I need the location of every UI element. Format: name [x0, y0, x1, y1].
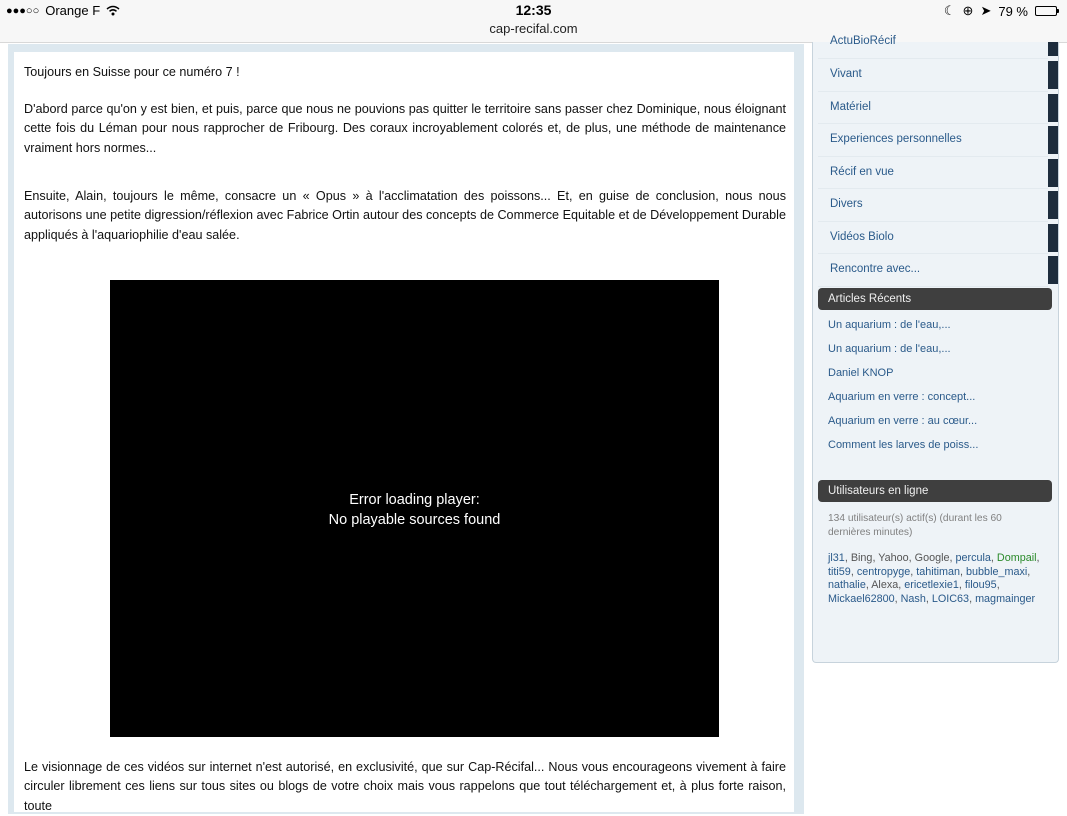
location-icon: ➤ — [980, 3, 992, 18]
article-paragraph-3: Ensuite, Alain, toujours le même, consacre un « Opus » à l'acclimatation des poissons... Et, en guise de conclusion, nous nous autorisons une petite digression/réflexion avec Fabrice Ortin autour des concepts de Commerce Equitable et de Développement Durable appliqués à l'aquariophilie d'eau salée. — [24, 189, 786, 242]
recent-article-link[interactable]: Comment les larves de poiss... — [828, 439, 979, 451]
article-paragraph-1: Toujours en Suisse pour ce numéro 7 ! — [24, 65, 240, 79]
online-user-name[interactable]: jl31 — [828, 552, 845, 564]
recent-articles-header: Articles Récents — [818, 288, 1052, 310]
battery-percent: 79 % — [998, 3, 1028, 19]
category-marker — [1048, 256, 1058, 284]
online-user-name: Bing — [850, 552, 873, 564]
recent-article-link[interactable]: Un aquarium : de l'eau,... — [828, 343, 951, 355]
category-label: Récif en vue — [830, 165, 894, 178]
category-item[interactable] — [818, 254, 1048, 287]
online-user-name[interactable]: Dompail — [996, 552, 1037, 564]
online-user-name[interactable]: titi59 — [828, 565, 851, 578]
category-label: Matériel — [830, 100, 871, 113]
ios-status-bar — [0, 0, 1067, 43]
video-error-line-2: No playable sources found — [328, 512, 501, 528]
category-label: Vidéos Biolo — [830, 230, 894, 243]
clock: 12:35 — [515, 2, 552, 18]
article-paragraph-2: D'abord parce qu'on y est bien, et puis, parce que nous ne pouvions pas quitter le territoire sans passer chez Dominique, nous éloignant cette fois du Léman pour nous rapprocher de Fribourg. Des coraux incroyablement colorés et, de plus, une méthode de maintenance vraiment hors normes... — [24, 102, 786, 155]
online-user-name[interactable]: nathalie — [828, 579, 866, 591]
recent-article-link[interactable]: Daniel KNOP — [828, 367, 894, 379]
online-user-name[interactable]: percula — [955, 552, 991, 564]
online-user-name[interactable]: filou95 — [964, 579, 997, 591]
recent-article-link[interactable]: Aquarium en verre : au cœur... — [828, 415, 978, 427]
recent-article-link[interactable]: Un aquarium : de l'eau,... — [828, 319, 951, 331]
sidebar — [812, 35, 1059, 663]
category-item[interactable] — [818, 92, 1048, 125]
video-error-message — [110, 490, 719, 530]
online-user-name[interactable]: ericetlexie1 — [904, 579, 959, 591]
online-users-list: jl31, Bing, Yahoo, Google, percula, Dompail, titi59, centropyge, tahitiman, bubble_maxi, nathalie, Alexa, ericetlexie1, filou95, Mickael62800, Nash, LOIC63, magmainger — [828, 552, 1040, 605]
category-label: Divers — [830, 198, 863, 210]
online-user-name[interactable]: Nash — [900, 592, 926, 605]
moon-icon: ☾ — [943, 3, 956, 18]
article-paragraph-4: Le visionnage de ces vidéos sur internet n'est autorisé, en exclusivité, que sur Cap-Récifal... Nous vous encourageons vivement à faire circuler librement ces liens sur tous sites ou blogs de votre choix mais vous rappelons que tout téléchargement et, à plus forte raison, toute — [24, 760, 786, 813]
category-label: Experiences personnelles — [830, 133, 962, 145]
signal-strength-icon: ●●●○○ — [6, 4, 40, 17]
video-error-line-1: Error loading player: — [349, 492, 480, 508]
category-marker — [1048, 94, 1058, 122]
category-label: Rencontre avec... — [830, 263, 921, 275]
category-marker — [1048, 191, 1058, 219]
online-user-name[interactable]: centropyge — [856, 565, 911, 578]
online-user-name[interactable]: LOIC63 — [931, 592, 970, 605]
category-marker — [1048, 224, 1058, 252]
category-item[interactable] — [818, 222, 1048, 255]
battery-icon — [1035, 6, 1057, 16]
online-user-name[interactable]: Mickael62800 — [828, 592, 895, 605]
category-marker — [1048, 159, 1058, 187]
status-right-group — [944, 3, 1057, 19]
online-users-count: 134 utilisateur(s) actif(s) (durant les 60 dernières minutes) — [828, 513, 1002, 538]
category-item[interactable] — [818, 157, 1048, 190]
online-user-name[interactable]: magmainger — [975, 592, 1036, 605]
recent-article-link[interactable]: Aquarium en verre : concept... — [828, 391, 976, 403]
category-item[interactable] — [818, 35, 1048, 59]
category-label: Vivant — [830, 68, 862, 80]
category-marker — [1048, 126, 1058, 154]
carrier-name: Orange F — [45, 3, 101, 18]
online-users-header: Utilisateurs en ligne — [818, 480, 1052, 502]
online-user-name[interactable]: bubble_maxi — [966, 565, 1028, 578]
online-user-name[interactable]: tahitiman — [916, 565, 961, 578]
category-marker — [1048, 61, 1058, 89]
video-player[interactable] — [110, 280, 719, 737]
category-item[interactable] — [818, 59, 1048, 92]
url-bar[interactable]: cap-recifal.com — [489, 21, 578, 36]
category-item[interactable] — [818, 124, 1048, 157]
online-user-name: Yahoo — [878, 552, 909, 564]
category-marker — [1048, 42, 1058, 56]
category-label: ActuBioRécif — [830, 35, 896, 47]
online-user-name: Alexa — [871, 579, 899, 591]
category-item[interactable] — [818, 189, 1048, 222]
online-user-name: Google — [914, 552, 950, 564]
category-list — [818, 35, 1048, 287]
orientation-lock-icon: ⊕ — [962, 3, 974, 18]
